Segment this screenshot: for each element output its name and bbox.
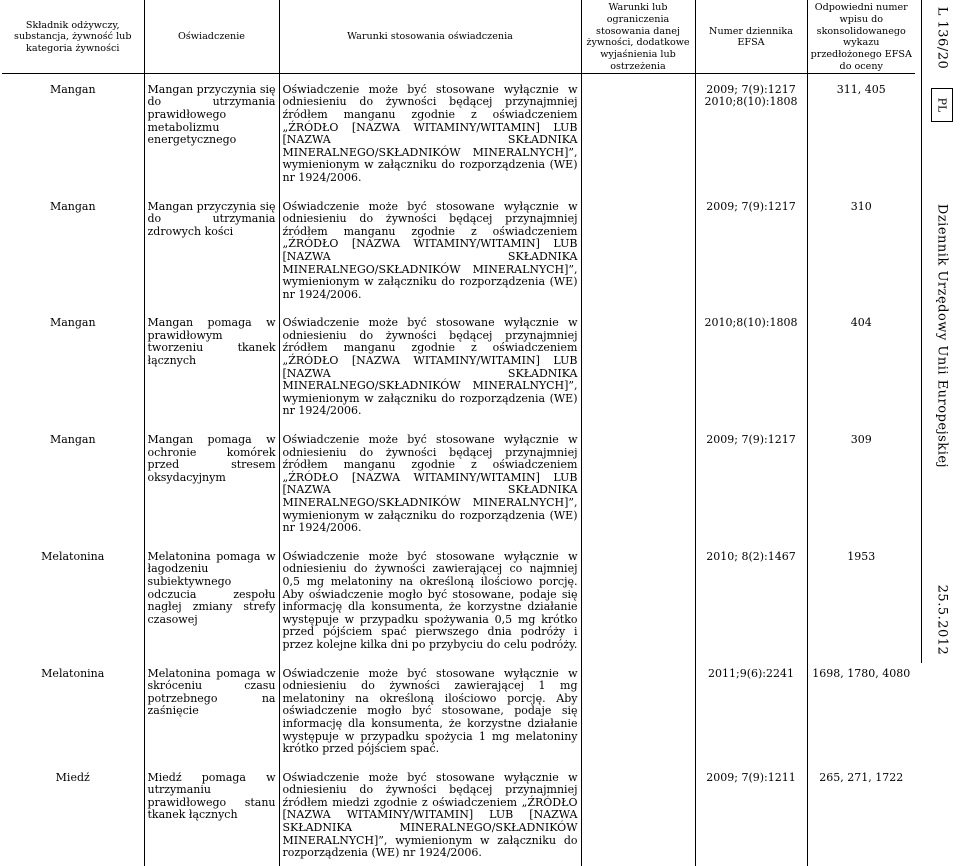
table-row [2,762,915,866]
cell-claim: Mangan przyczynia się do utrzymania prawidłowego metabolizmu energetycznego [144,73,279,190]
cell-restrictions [581,191,695,308]
table-row [2,424,915,541]
cell-claim: Miedź pomaga w utrzymaniu prawidłowego stanu tkanek łącznych [144,762,279,866]
table-row [2,307,915,424]
header-efsa-journal: Numer dziennika EFSA [695,0,807,73]
cell-efsa-ref: 310 [807,191,915,308]
cell-claim: Mangan pomaga w ochronie komórek przed stresem oksydacyjnym [144,424,279,541]
publication-date: 25.5.2012 [934,584,950,656]
claims-table [2,0,915,866]
cell-efsa-journal: 2011;9(6):2241 [695,658,807,762]
table-row [2,658,915,762]
cell-claim: Mangan pomaga w prawidłowym tworzeniu tkanek łącznych [144,307,279,424]
cell-efsa-journal: 2010; 8(2):1467 [695,541,807,658]
cell-nutrient: Melatonina [41,666,105,680]
cell-claim: Melatonina pomaga w łagodzeniu subiektywnego odczucia zespołu nagłej zmiany strefy czasowej [144,541,279,658]
cell-efsa-ref: 311, 405 [807,73,915,190]
table-row [2,73,915,190]
header-claim: Oświadczenie [144,0,279,73]
cell-efsa-journal: 2010;8(10):1808 [695,307,807,424]
cell-efsa-ref: 1698, 1780, 4080 [807,658,915,762]
cell-conditions: Oświadczenie może być stosowane wyłącznie w odniesieniu do żywności zawierającej co najmniej 0,5 mg melatoniny na określoną ilościowo porcję. Aby oświadczenie mogło być stosowane, podaje się informację dla konsumenta, że korzystne działanie występuje w przypadku spożywania 0,5 mg krótko przed pójściem spać pierwszego dnia podróży i przez kolejne kilka dni po przybyciu do celu podróży. [279,541,581,658]
cell-restrictions [581,762,695,866]
journal-title: Dziennik Urzędowy Unii Europejskiej [934,203,950,469]
cell-conditions: Oświadczenie może być stosowane wyłącznie w odniesieniu do żywności będącej przynajmniej źródłem manganu zgodnie z oświadczeniem „ŹRÓDŁO [NAZWA WITAMINY/WITAMIN] LUB [NAZWA SKŁADNIKA MINERALNEGO/SKŁADNIKÓW MINERALNYCH]”, wymienionym w załączniku do rozporządzenia (WE) nr 1924/2006. [279,73,581,190]
page-reference: L 136/20 [934,6,950,70]
header-efsa-ref: Odpowiedni numer wpisu do skonsolidowanego wykazu przedłożonego EFSA do oceny [807,0,915,73]
cell-restrictions [581,424,695,541]
cell-nutrient: Mangan [49,316,96,330]
cell-claim: Mangan przyczynia się do utrzymania zdrowych kości [144,191,279,308]
cell-restrictions [581,658,695,762]
cell-efsa-ref: 404 [807,307,915,424]
cell-conditions: Oświadczenie może być stosowane wyłącznie w odniesieniu do żywności będącej przynajmniej źródłem manganu zgodnie z oświadczeniem „ŹRÓDŁO [NAZWA WITAMINY/WITAMIN] LUB [NAZWA SKŁADNIKA MINERALNEGO/SKŁADNIKÓW MINERALNYCH]”, wymienionym w załączniku do rozporządzenia (WE) nr 1924/2006. [279,191,581,308]
language-code: PL [935,97,949,113]
cell-efsa-ref: 265, 271, 1722 [807,762,915,866]
cell-claim: Melatonina pomaga w skróceniu czasu potrzebnego na zaśnięcie [144,658,279,762]
cell-conditions: Oświadczenie może być stosowane wyłącznie w odniesieniu do żywności zawierającej 1 mg melatoniny na określoną ilościowo porcję. Aby oświadczenie mogło być stosowane, podaje się informację dla konsumenta, że korzystne działanie występuje w przypadku spożycia 1 mg melatoniny krótko przed pójściem spać. [279,658,581,762]
cell-restrictions [581,541,695,658]
header-restrictions: Warunki lub ograniczenia stosowania danej żywności, dodatkowe wyjaśnienia lub ostrzeżenia [581,0,695,73]
cell-conditions: Oświadczenie może być stosowane wyłącznie w odniesieniu do żywności będącej przynajmniej źródłem manganu zgodnie z oświadczeniem „ŹRÓDŁO [NAZWA WITAMINY/WITAMIN] LUB [NAZWA SKŁADNIKA MINERALNEGO/SKŁADNIKÓW MINERALNYCH]”, wymienionym w załączniku do rozporządzenia (WE) nr 1924/2006. [279,307,581,424]
table-header-row [2,0,915,73]
cell-efsa-journal: 2009; 7(9):1217 [695,191,807,308]
cell-conditions: Oświadczenie może być stosowane wyłącznie w odniesieniu do żywności będącej przynajmniej źródłem miedzi zgodnie z oświadczeniem „ŹRÓDŁO [NAZWA WITAMINY/WITAMIN] LUB [NAZWA SKŁADNIKA MINERALNEGO/SKŁADNIKÓW MINERALNYCH]”, wymienionym w załączniku do rozporządzenia (WE) nr 1924/2006. [279,762,581,866]
cell-efsa-journal: 2009; 7(9):1217 2010;8(10):1808 [695,73,807,190]
cell-efsa-journal: 2009; 7(9):1217 [695,424,807,541]
cell-efsa-ref: 309 [807,424,915,541]
journal-sidebar [921,0,960,663]
cell-efsa-journal: 2009; 7(9):1211 [695,762,807,866]
cell-nutrient: Mangan [49,199,96,213]
cell-nutrient: Mangan [49,82,96,96]
table-row [2,191,915,308]
cell-restrictions [581,307,695,424]
language-badge [931,88,953,122]
header-nutrient: Składnik odżywczy, substancja, żywność lub kategoria żywności [2,0,144,73]
cell-nutrient: Mangan [49,433,96,447]
cell-nutrient: Miedź [55,770,90,784]
table-row [2,541,915,658]
header-conditions: Warunki stosowania oświadczenia [279,0,581,73]
cell-conditions: Oświadczenie może być stosowane wyłącznie w odniesieniu do żywności będącej przynajmniej źródłem manganu zgodnie z oświadczeniem „ŹRÓDŁO [NAZWA WITAMINY/WITAMIN] LUB [NAZWA SKŁADNIKA MINERALNEGO/SKŁADNIKÓW MINERALNYCH]”, wymienionym w załączniku do rozporządzenia (WE) nr 1924/2006. [279,424,581,541]
cell-restrictions [581,73,695,190]
cell-efsa-ref: 1953 [807,541,915,658]
cell-nutrient: Melatonina [41,549,105,563]
